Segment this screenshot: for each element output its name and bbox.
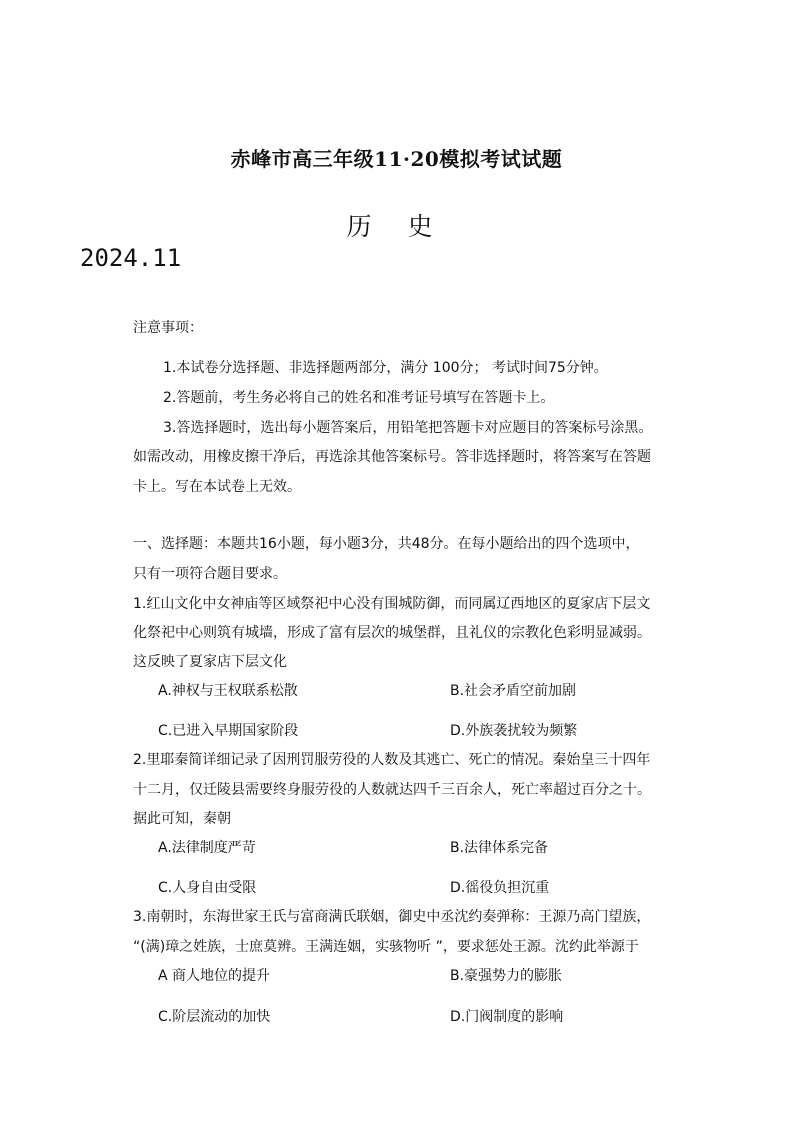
question-3-option-c: C.阶层流动的加快 — [158, 1009, 271, 1025]
notice-item-3-line-2: 如需改动，用橡皮擦干净后，再选涂其他答案标号。答非选择题时，将答案写在答题 — [133, 449, 651, 465]
question-2-line-2: 十二月，仅迁陵县需要终身服劳役的人数就达四千三百余人，死亡率超过百分之十。 — [133, 782, 651, 798]
section-intro-line-2: 只有一项符合题目要求。 — [133, 566, 287, 582]
question-1-line-3: 这反映了夏家店下层文化 — [133, 654, 287, 670]
question-2-option-c: C.人身自由受限 — [158, 880, 257, 896]
question-3-line-1: 3.南朝时，东海世家王氏与富商满氏联姻，御史中丞沈约奏弹称：王源乃高门望族， — [133, 909, 651, 925]
exam-title: 赤峰市高三年级11·20模拟考试试题 — [230, 147, 563, 171]
question-2-option-d: D.徭役负担沉重 — [450, 880, 550, 896]
question-1-option-c: C.已进入早期国家阶段 — [158, 723, 299, 739]
notice-item-2: 2.答题前，考生务必将自己的姓名和准考证号填写在答题卡上。 — [163, 390, 555, 406]
question-3-option-b: B.豪强势力的膨胀 — [450, 968, 563, 984]
question-2-line-1: 2.里耶秦简详细记录了因刑罚服劳役的人数及其逃亡、死亡的情况。秦始皇三十四年 — [133, 752, 651, 768]
question-2-option-a: A.法律制度严苛 — [158, 840, 256, 856]
question-1-line-1: 1.红山文化中女神庙等区域祭祀中心没有围城防御，而同属辽西地区的夏家店下层文 — [133, 596, 651, 612]
notice-item-3-line-1: 3.答选择题时，选出每小题答案后，用铅笔把答题卡对应题目的答案标号涂黑。 — [163, 420, 653, 436]
exam-date: 2024.11 — [80, 244, 182, 272]
question-2-line-3: 据此可知，秦朝 — [133, 811, 231, 827]
subject-title: 历 史 — [346, 212, 447, 241]
question-1-option-b: B.社会矛盾空前加剧 — [450, 683, 577, 699]
question-1-option-a: A.神权与王权联系松散 — [158, 683, 298, 699]
question-1-option-d: D.外族袭扰较为频繁 — [450, 723, 578, 739]
question-1-line-2: 化祭祀中心则筑有城墙，形成了富有层次的城堡群，且礼仪的宗教化色彩明显减弱。 — [133, 625, 651, 641]
notice-item-1: 1.本试卷分选择题、非选择题两部分，满分 100分； 考试时间75分钟。 — [163, 360, 608, 376]
section-intro-line-1: 一、选择题：本题共16小题，每小题3分，共48分。在每小题给出的四个选项中， — [133, 536, 640, 552]
question-3-option-d: D.门阀制度的影响 — [450, 1009, 564, 1025]
question-3-option-a: A 商人地位的提升 — [158, 968, 271, 984]
notice-heading: 注意事项： — [133, 320, 203, 336]
question-2-option-b: B.法律体系完备 — [450, 840, 549, 856]
question-3-line-2: “(满)璋之姓族，士庶莫辨。王满连姻，实骇物听 ”，要求惩处王源。沈约此举源于 — [133, 939, 639, 955]
notice-item-3-line-3: 卡上。写在本试卷上无效。 — [133, 479, 301, 495]
